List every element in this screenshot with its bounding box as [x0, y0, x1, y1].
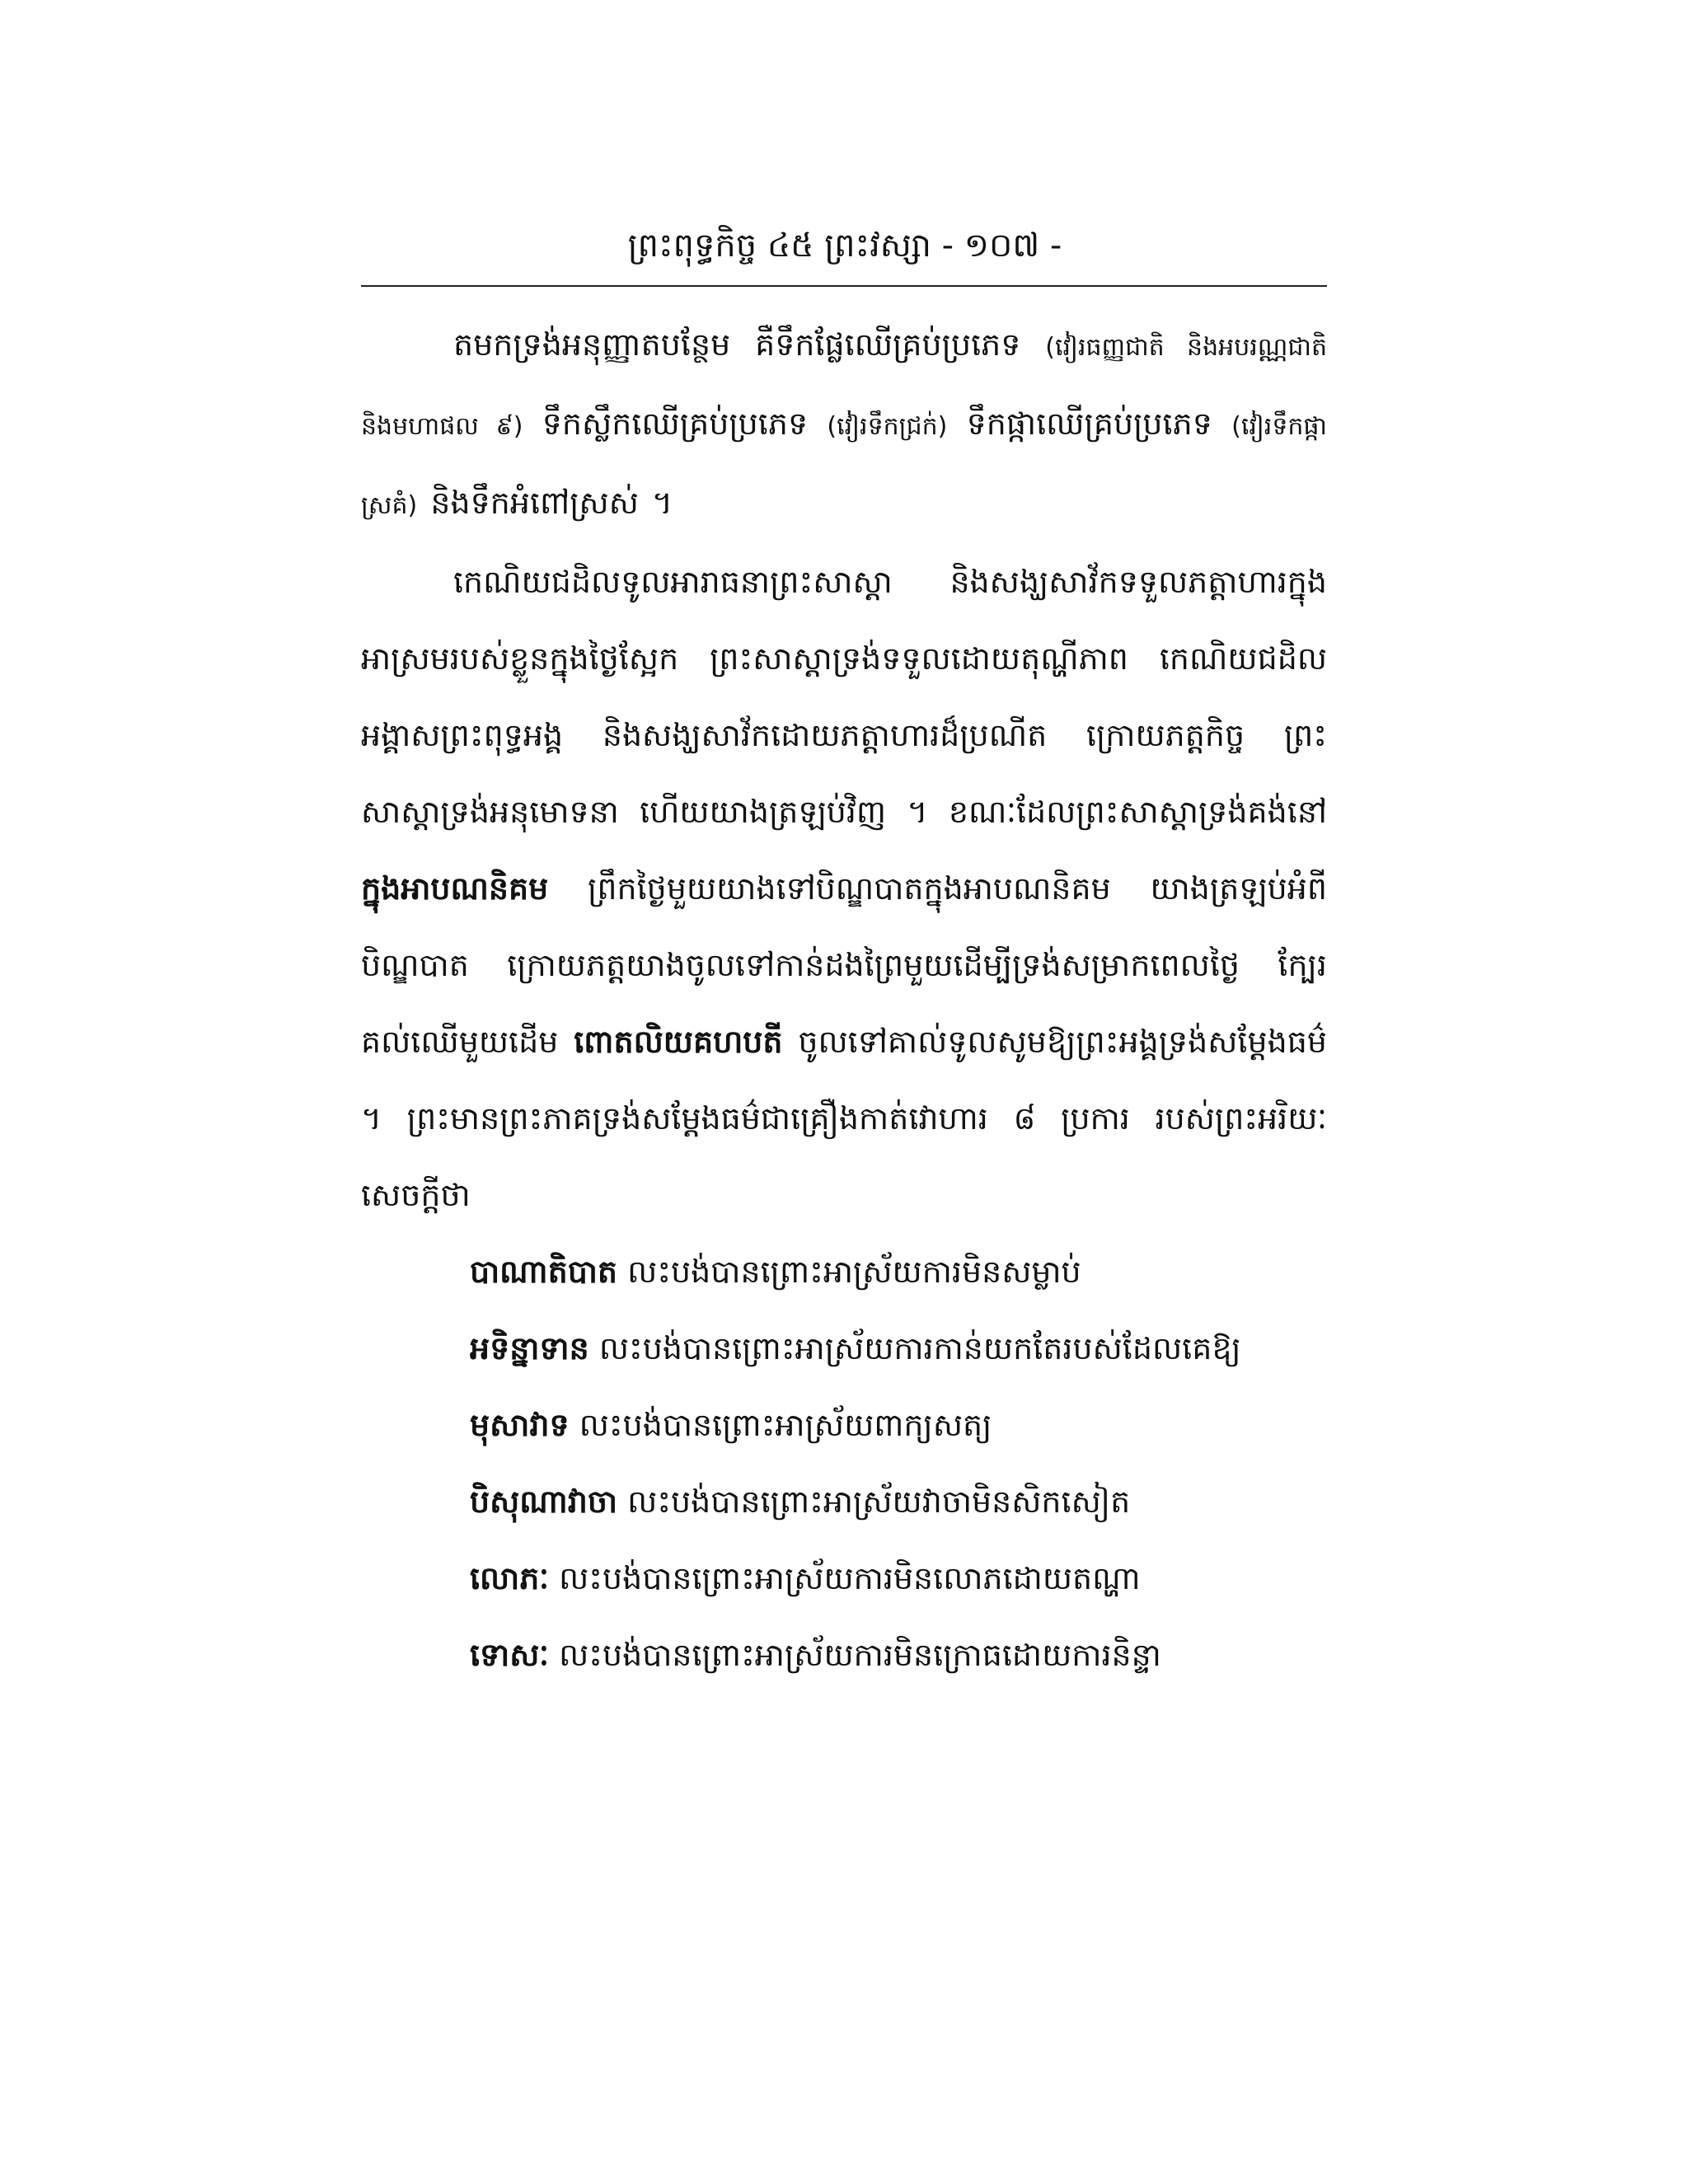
list-item-text: លះបង់បានព្រោះអាស្រ័យការមិនសម្លាប់ [627, 1254, 1081, 1290]
p1-note-3: (វៀរទឹកផ្កាស្រគំ) [361, 412, 1327, 520]
list-item-text: លះបង់បានព្រោះអាស្រ័យការកាន់យកតែរបស់ដែលគេឱ្យ [598, 1330, 1241, 1366]
list-item-term: ទោសៈ [470, 1637, 550, 1673]
body-text [361, 307, 1327, 1694]
list-item-term: បិសុណាវាចា [470, 1483, 618, 1520]
list-item [361, 1617, 1327, 1694]
p1-note-2: (វៀរទឹកជ្រក់) [827, 412, 948, 441]
p2-text-1: កេណិយជដិលទូលអារាធនាព្រះសាស្ដា និងសង្ឃសាវ័កទទួលភត្តាហារក្នុងអាស្រមរបស់ខ្លួនក្នុងថ្ងៃស្អែក ព្រះសាស្ដាទ្រង់ទទួលដោយតុណ្ហីភាព កេណិយជដិលអង្គាសព្រះពុទ្ធអង្គ និងសង្ឃសាវ័កដោយភត្តាហារដ៏ប្រណីត ក្រោយភត្តកិច្ច ព្រះសាស្ដាទ្រង់អនុមោទនា ហើយយាងត្រឡប់វិញ ។ ខណៈដែលព្រះសាស្ដាទ្រង់គង់នៅ [361, 564, 1327, 830]
list-item-term: បាណាតិបាត [470, 1254, 618, 1290]
p1-text-3: ទឹកផ្កាឈើគ្រប់ប្រភេទ [966, 405, 1212, 442]
list-item-term: មុសាវាទ [470, 1407, 570, 1443]
list-item [361, 1310, 1327, 1387]
list-item-text: លះបង់បានព្រោះអាស្រ័យពាក្យសត្យ [579, 1407, 992, 1443]
person-name-potaliya: ពោតលិយគហបតី [574, 1024, 783, 1060]
place-name-apana: ក្នុងអាបណនិគម [361, 870, 549, 907]
paragraph-2 [361, 544, 1327, 1234]
p2-text-3: ចូលទៅគាល់ទូលសូមឱ្យព្រះអង្គទ្រង់សម្ដែងធម៌ ។ ព្រះមានព្រះភាគទ្រង់សម្ដែងធម៌ជាគ្រឿងកាត់វោហារ ៨ ប្រការ របស់ព្រះអរិយៈ សេចក្ដីថា [361, 1024, 1327, 1213]
list-item-text: លះបង់បានព្រោះអាស្រ័យវាចាមិនសិកសៀត [627, 1483, 1131, 1520]
header-rule [361, 285, 1327, 287]
list-item-term: លោភៈ [470, 1560, 550, 1596]
list-item [361, 1540, 1327, 1617]
p2-text-2: ព្រឹកថ្ងៃមួយយាងទៅបិណ្ឌបាតក្នុងអាបណនិគម យាងត្រឡប់អំពីបិណ្ឌបាត ក្រោយភត្តយាងចូលទៅកាន់ដងព្រៃមួយដើម្បីទ្រង់សម្រាកពេលថ្ងៃ ក្បែរគល់ឈើមួយដើម [361, 870, 1327, 1060]
abandonment-list [361, 1234, 1327, 1694]
list-item [361, 1234, 1327, 1310]
p1-note-1: (វៀរធញ្ញជាតិ និងអបរណ្ណជាតិ និងមហាផល ៩) [361, 333, 1327, 441]
list-item-term: អទិន្នាទាន [470, 1330, 589, 1366]
list-item-text: លះបង់បានព្រោះអាស្រ័យការមិនក្រោធដោយការនិន្ទា [559, 1637, 1161, 1673]
paragraph-1 [361, 307, 1327, 544]
p1-text-2: ទឹកស្លឹកឈើគ្រប់ប្រភេទ [542, 405, 809, 442]
list-item [361, 1464, 1327, 1540]
running-header: ព្រះពុទ្ធកិច្ច ៤៥ ព្រះវស្សា - ១០៧ - [627, 227, 1062, 265]
p1-text-1: តមកទ្រង់អនុញ្ញាតបន្ថែម គឺទឹកផ្លែឈើគ្រប់ប្រភេទ [453, 326, 1021, 363]
list-item [361, 1387, 1327, 1464]
list-item-text: លះបង់បានព្រោះអាស្រ័យការមិនលោភដោយតណ្ហា [559, 1560, 1141, 1596]
p1-text-4: និងទឹកអំពៅស្រស់ ។ [430, 485, 673, 521]
